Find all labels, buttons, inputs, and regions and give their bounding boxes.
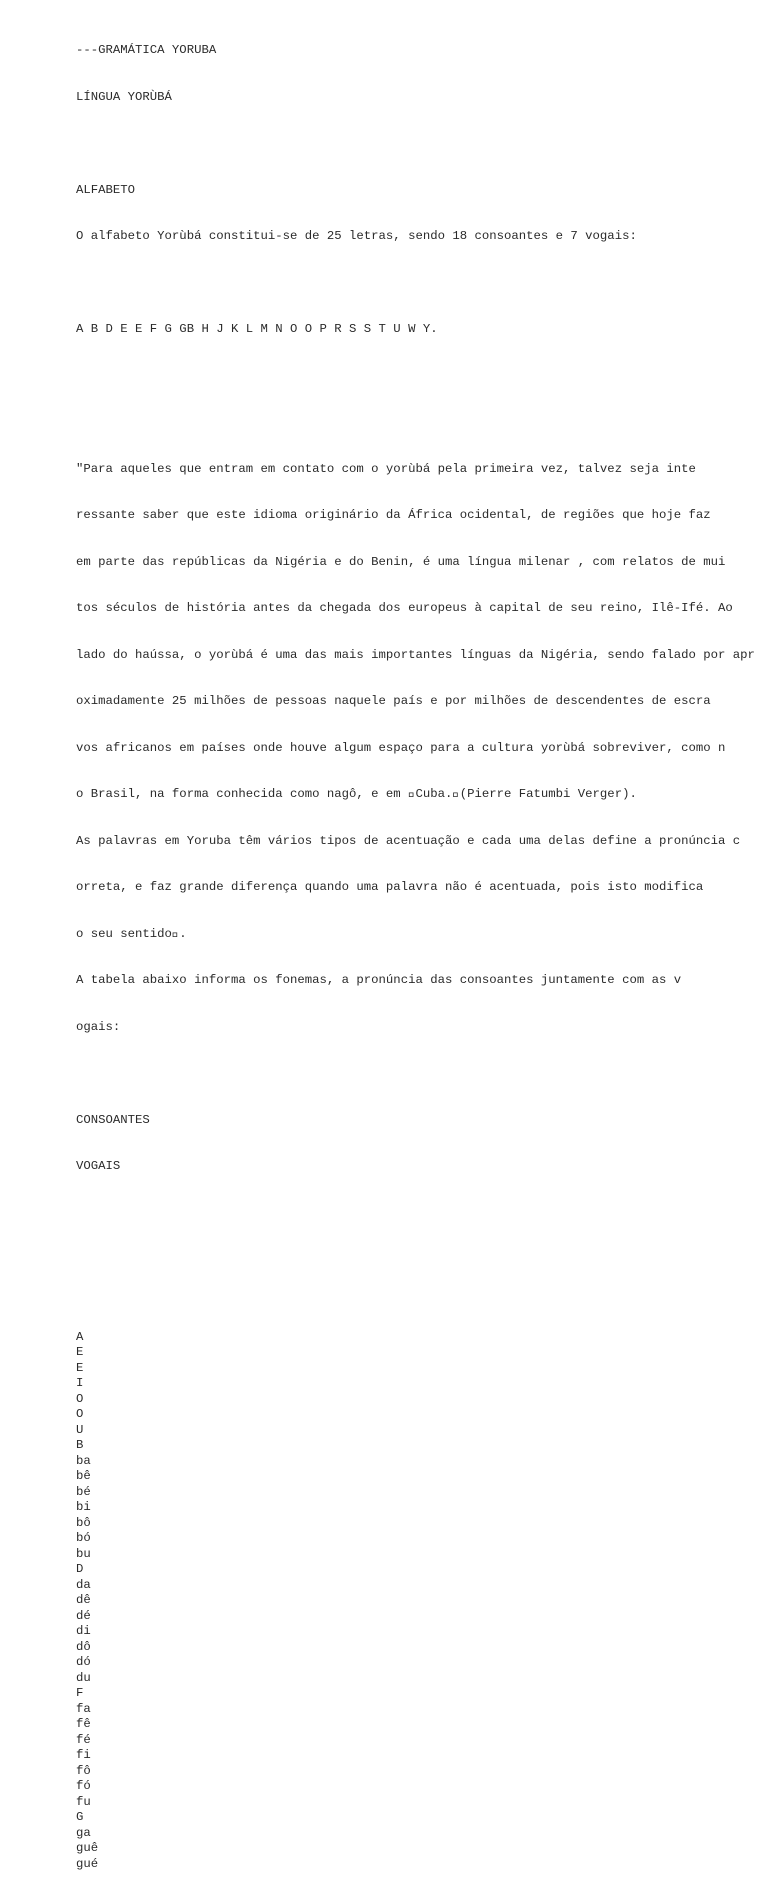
vowels-heading: VOGAIS (76, 1159, 121, 1173)
paragraph-line: A tabela abaixo informa os fonemas, a pronúncia das consoantes juntamente com as v (76, 973, 682, 987)
phoneme-item: bu (76, 1546, 91, 1561)
phoneme-item: dó (76, 1655, 91, 1669)
paragraph-line: tos séculos de história antes da chegada dos europeus à capital de seu reino, Ilê-Ifé. Ao (76, 601, 733, 615)
alphabet-letters: A B D E E F G GB H J K L M N O O P R S S T U W Y. (76, 322, 438, 336)
consonants-heading: CONSOANTES (76, 1112, 150, 1127)
phoneme-item: A (76, 1329, 84, 1344)
spacer (76, 1206, 766, 1237)
phoneme-item: fé (76, 1732, 91, 1747)
phoneme-item: da (76, 1577, 91, 1592)
paragraph-line: orreta, e faz grande diferença quando uma palavra não é acentuada, pois isto modifica (76, 880, 704, 894)
alphabet-intro: O alfabeto Yorùbá constitui-se de 25 letras, sendo 18 consoantes e 7 vogais: (76, 229, 637, 243)
phoneme-item: gué (76, 1856, 99, 1871)
phoneme-item: O (76, 1407, 84, 1421)
phoneme-item: U (76, 1422, 84, 1437)
phoneme-item: O (76, 1391, 84, 1406)
paragraph-line: o seu sentido . (76, 926, 187, 941)
phoneme-item: E (76, 1360, 84, 1375)
spacer (76, 276, 766, 292)
phoneme-item: fu (76, 1794, 91, 1809)
phoneme-item: fê (76, 1717, 91, 1731)
phoneme-item: F (76, 1686, 84, 1700)
paragraph-line: ressante saber que este idioma originário da África ocidental, de regiões que hoje faz (76, 508, 711, 522)
phoneme-item: di (76, 1624, 91, 1638)
quote-paragraph (76, 431, 766, 1067)
phoneme-item: bó (76, 1531, 91, 1545)
phoneme-item: I (76, 1376, 84, 1390)
paragraph-line: As palavras em Yoruba têm vários tipos de acentuação e cada uma delas define a pronúncia c (76, 833, 741, 848)
paragraph-line: o Brasil, na forma conhecida como nagô, e em Cuba. (Pierre Fatumbi Verger). (76, 787, 637, 801)
phoneme-item: bé (76, 1484, 91, 1499)
phoneme-item: bê (76, 1469, 91, 1483)
phoneme-item: B (76, 1438, 84, 1452)
paragraph-line: em parte das repúblicas da Nigéria e do Benin, é uma língua milenar , com relatos de mui (76, 554, 726, 569)
phoneme-list (76, 1330, 766, 1873)
spacer (76, 136, 766, 152)
spacer (76, 369, 766, 385)
phoneme-item: fi (76, 1748, 91, 1762)
paragraph-line: oximadamente 25 milhões de pessoas naquele país e por milhões de descendentes de escra (76, 694, 711, 708)
phoneme-item: dô (76, 1639, 91, 1654)
paragraph-line: vos africanos em países onde houve algum espaço para a cultura yorùbá sobreviver, como n (76, 740, 726, 755)
phoneme-item: dê (76, 1593, 91, 1607)
phoneme-item: G (76, 1810, 84, 1824)
alphabet-heading: ALFABETO (76, 182, 136, 197)
phoneme-item: bi (76, 1500, 91, 1514)
phoneme-item: ga (76, 1825, 91, 1840)
phoneme-item: guê (76, 1841, 99, 1855)
paragraph-line: ogais: (76, 1019, 121, 1034)
phoneme-item: E (76, 1345, 84, 1359)
document-title: ---GRAMÁTICA YORUBA (76, 43, 217, 57)
phoneme-item: fó (76, 1779, 91, 1793)
document-page (76, 12, 766, 1888)
phoneme-item: bô (76, 1515, 91, 1530)
phoneme-item: fô (76, 1763, 91, 1778)
paragraph-line: "Para aqueles que entram em contato com o yorùbá pela primeira vez, talvez seja inte (76, 461, 696, 476)
phoneme-item: D (76, 1562, 84, 1576)
phoneme-item: fa (76, 1701, 91, 1716)
phoneme-item: ba (76, 1453, 91, 1468)
paragraph-line: lado do haússa, o yorùbá é uma das mais importantes línguas da Nigéria, sendo falado por apr (76, 647, 755, 662)
phoneme-item: dé (76, 1608, 91, 1623)
spacer (76, 1268, 766, 1284)
document-subtitle: LÍNGUA YORÙBÁ (76, 89, 172, 104)
phoneme-item: du (76, 1670, 91, 1685)
